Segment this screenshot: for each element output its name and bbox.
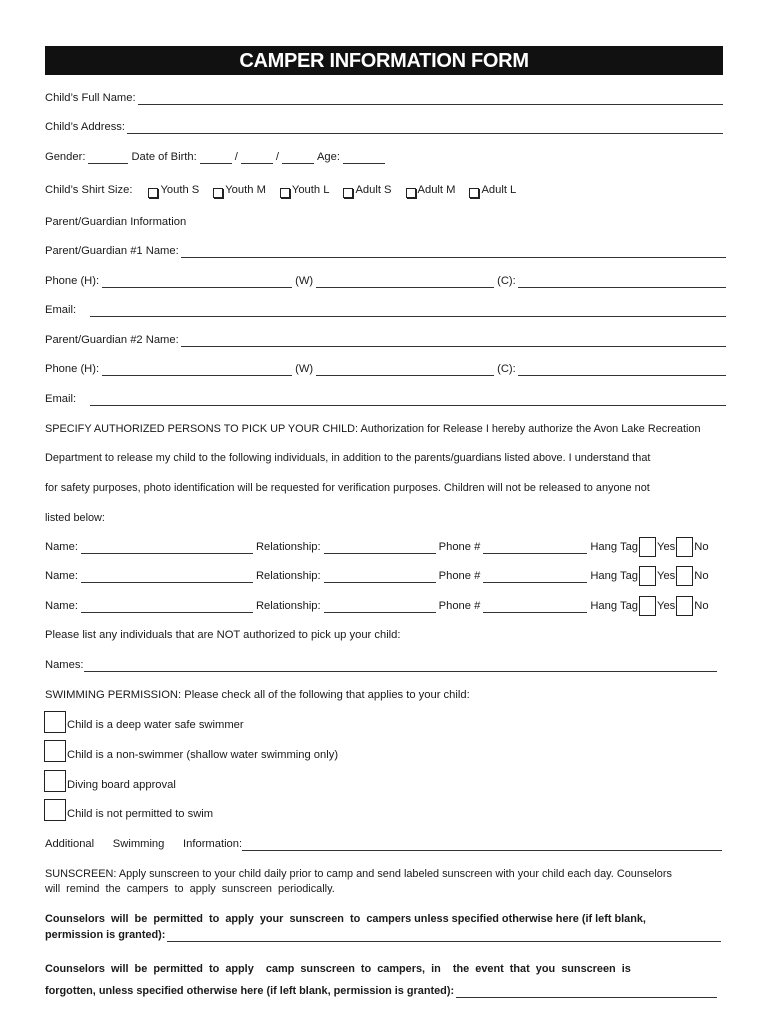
swim-option-label: Diving board approval	[67, 779, 176, 791]
yes-label: Yes	[657, 570, 676, 582]
guardian1-name-label: Parent/Guardian #1 Name:	[45, 245, 179, 257]
dob-year-field[interactable]	[282, 152, 314, 164]
dob-label: Date of Birth:	[131, 151, 197, 163]
guardian2-email-row	[45, 392, 728, 406]
shirt-size-label: Child’s Shirt Size:	[45, 184, 133, 196]
camp-sunscreen-field[interactable]	[456, 986, 717, 998]
hang-tag-yes-checkbox[interactable]	[639, 537, 656, 557]
swim-option-label: Child is not permitted to swim	[67, 808, 214, 820]
hang-tag-yes-checkbox[interactable]	[639, 596, 656, 616]
shirt-checkbox[interactable]	[469, 188, 479, 198]
sunscreen-permission-field[interactable]	[167, 930, 721, 942]
child-address-field[interactable]	[127, 122, 723, 134]
child-address-row	[45, 120, 725, 134]
hang-tag-label: Hang Tag	[590, 570, 639, 582]
guardian1-name-field[interactable]	[181, 246, 726, 258]
authorized-phone-field[interactable]	[483, 542, 587, 554]
camp-sunscreen-row	[45, 984, 719, 998]
authorization-text-line: Department to release my child to the following individuals, in addition to the parents/guardians listed above. I understand that	[45, 452, 651, 464]
shirt-checkbox[interactable]	[148, 188, 158, 198]
gender-label: Gender:	[45, 151, 86, 163]
shirt-option-label: Youth L	[291, 184, 330, 196]
hang-tag-no-checkbox[interactable]	[676, 537, 693, 557]
shirt-checkbox[interactable]	[406, 188, 416, 198]
sunscreen-text-line: will remind the campers to apply sunscreen periodically.	[45, 883, 335, 895]
authorized-name-field[interactable]	[81, 542, 253, 554]
child-full-name-field[interactable]	[138, 93, 723, 105]
authorized-person-row	[45, 569, 709, 583]
hang-tag-yes-checkbox[interactable]	[639, 566, 656, 586]
authorized-phone-field[interactable]	[483, 601, 587, 613]
hang-tag-no-checkbox[interactable]	[676, 566, 693, 586]
swimming-heading: SWIMMING PERMISSION: Please check all of the following that applies to your child:	[45, 689, 470, 701]
name-label: Name:	[45, 600, 78, 612]
authorized-name-field[interactable]	[81, 571, 253, 583]
shirt-option-label: Adult S	[355, 184, 392, 196]
shirt-option-label: Adult M	[417, 184, 456, 196]
shirt-option-label: Youth M	[225, 184, 266, 196]
additional-swimming-field[interactable]	[242, 839, 722, 851]
guardian1-phone-cell-field[interactable]	[518, 276, 726, 288]
guardian1-phone-home-field[interactable]	[102, 276, 292, 288]
additional-swimming-label: Additional Swimming Information:	[45, 838, 243, 850]
gender-dob-age-row	[45, 150, 388, 164]
yes-label: Yes	[657, 541, 676, 553]
phone-cell-label: (C):	[497, 275, 516, 287]
guardian2-name-field[interactable]	[181, 335, 726, 347]
email-label: Email:	[45, 393, 77, 405]
camp-sunscreen-text: Counselors will be permitted to apply camp sunscreen to campers, in the event that you sunscreen is	[45, 963, 631, 975]
age-label: Age:	[316, 151, 340, 163]
authorization-text-line: listed below:	[45, 512, 105, 524]
gender-field[interactable]	[88, 152, 128, 164]
phone-cell-label: (C):	[497, 363, 516, 375]
shirt-checkbox[interactable]	[343, 188, 353, 198]
sunscreen-permission-row	[45, 928, 723, 942]
phone-label: Phone #	[438, 600, 481, 612]
names-label: Names:	[45, 659, 84, 671]
guardian1-email-field[interactable]	[90, 305, 726, 317]
phone-work-label: (W)	[295, 363, 314, 375]
swim-option-label: Child is a non-swimmer (shallow water swimming only)	[67, 749, 339, 761]
hang-tag-label: Hang Tag	[590, 541, 639, 553]
authorized-name-field[interactable]	[81, 601, 253, 613]
no-label: No	[694, 570, 709, 582]
no-label: No	[694, 541, 709, 553]
phone-work-label: (W)	[295, 275, 314, 287]
relationship-label: Relationship:	[255, 570, 321, 582]
relationship-label: Relationship:	[255, 541, 321, 553]
hang-tag-label: Hang Tag	[590, 600, 639, 612]
authorized-relationship-field[interactable]	[324, 571, 436, 583]
guardian1-phone-row	[45, 274, 728, 288]
phone-home-label: Phone (H):	[45, 363, 100, 375]
dob-separator: /	[234, 151, 238, 163]
swim-option-checkbox[interactable]	[44, 711, 66, 733]
swim-option-checkbox[interactable]	[44, 770, 66, 792]
dob-month-field[interactable]	[200, 152, 232, 164]
guardian2-phone-row	[45, 362, 728, 376]
guardian2-phone-home-field[interactable]	[102, 364, 292, 376]
email-label: Email:	[45, 304, 77, 316]
phone-home-label: Phone (H):	[45, 275, 100, 287]
hang-tag-no-checkbox[interactable]	[676, 596, 693, 616]
swim-option-label: Child is a deep water safe swimmer	[67, 719, 244, 731]
swim-option-checkbox[interactable]	[44, 740, 66, 762]
authorized-phone-field[interactable]	[483, 571, 587, 583]
authorized-relationship-field[interactable]	[324, 542, 436, 554]
swim-option-checkbox[interactable]	[44, 799, 66, 821]
guardian1-name-row	[45, 244, 728, 258]
no-label: No	[694, 600, 709, 612]
guardian2-name-label: Parent/Guardian #2 Name:	[45, 334, 179, 346]
guardian-section-label: Parent/Guardian Information	[45, 216, 187, 228]
guardian1-email-row	[45, 303, 728, 317]
child-full-name-row	[45, 91, 725, 105]
authorized-relationship-field[interactable]	[324, 601, 436, 613]
relationship-label: Relationship:	[255, 600, 321, 612]
authorization-text-line: for safety purposes, photo identification will be requested for verification purposes. Children will not be released to anyone not	[45, 482, 650, 494]
guardian2-email-field[interactable]	[90, 394, 726, 406]
not-authorized-names-field[interactable]	[84, 660, 717, 672]
phone-label: Phone #	[438, 541, 481, 553]
camp-sunscreen-label: forgotten, unless specified otherwise here (if left blank, permission is granted):	[45, 985, 455, 997]
form-title: CAMPER INFORMATION FORM	[45, 46, 723, 75]
dob-day-field[interactable]	[241, 152, 273, 164]
yes-label: Yes	[657, 600, 676, 612]
guardian2-phone-work-field[interactable]	[316, 364, 494, 376]
guardian2-name-row	[45, 333, 728, 347]
name-label: Name:	[45, 570, 78, 582]
not-authorized-names-row	[45, 658, 719, 672]
additional-swimming-row	[45, 837, 724, 851]
sunscreen-permission-label: permission is granted):	[45, 929, 166, 941]
authorized-person-row	[45, 540, 709, 554]
sunscreen-permission-text: Counselors will be permitted to apply your sunscreen to campers unless specified otherwise here (if left blank,	[45, 913, 646, 925]
name-label: Name:	[45, 541, 78, 553]
child-address-label: Child’s Address:	[45, 121, 126, 133]
guardian2-phone-cell-field[interactable]	[518, 364, 726, 376]
phone-label: Phone #	[438, 570, 481, 582]
shirt-checkbox[interactable]	[280, 188, 290, 198]
shirt-checkbox[interactable]	[213, 188, 223, 198]
shirt-option-label: Adult L	[481, 184, 517, 196]
guardian1-phone-work-field[interactable]	[316, 276, 494, 288]
shirt-size-row	[45, 183, 516, 197]
authorization-text-line: SPECIFY AUTHORIZED PERSONS TO PICK UP YOUR CHILD: Authorization for Release I hereby authorize the Avon Lake Recreation	[45, 423, 701, 435]
not-authorized-label: Please list any individuals that are NOT authorized to pick up your child:	[45, 629, 401, 641]
sunscreen-text-line: SUNSCREEN: Apply sunscreen to your child daily prior to camp and send labeled sunscreen with your child each day. Counselors	[45, 868, 672, 880]
shirt-option-label: Youth S	[160, 184, 200, 196]
authorized-person-row	[45, 599, 709, 613]
age-field[interactable]	[343, 152, 385, 164]
child-full-name-label: Child’s Full Name:	[45, 92, 136, 104]
dob-separator: /	[275, 151, 279, 163]
